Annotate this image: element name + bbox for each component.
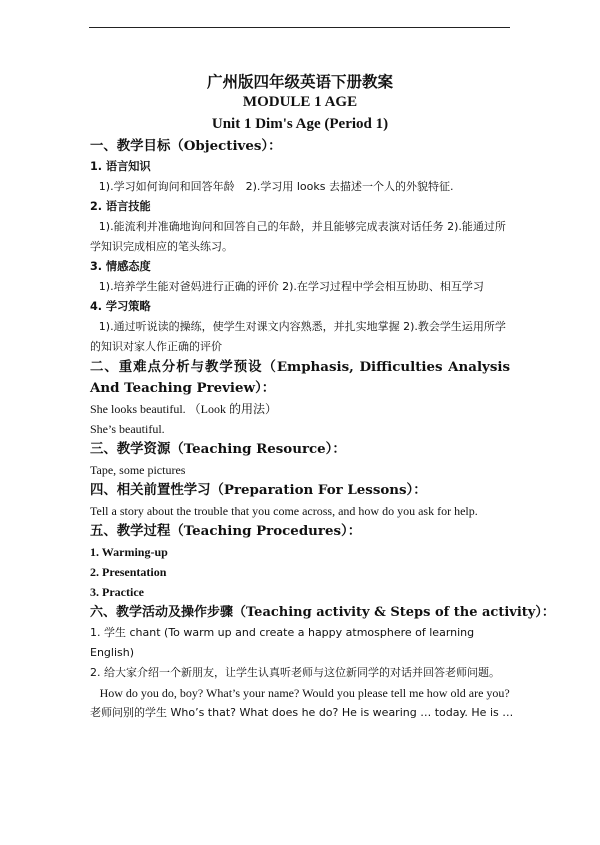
- module-title: MODULE 1 AGE: [242, 94, 358, 110]
- section-heading-procedures: 五、教学过程（Teaching Procedures）：: [90, 523, 362, 539]
- paragraph-resource: Tape, some pictures: [90, 463, 186, 477]
- document-body: [90, 72, 555, 723]
- paragraph-emphasis-1: She looks beautiful. （Look 的用法）: [90, 402, 277, 416]
- subheading-attitude: 3. 情感态度: [90, 260, 151, 273]
- subheading-strategy: 4. 学习策略: [90, 300, 151, 313]
- section-heading-emphasis: 二、重难点分析与教学预设（Emphasis, Difficulties Analysis And Teaching Preview）：: [90, 359, 510, 396]
- paragraph-language-skills: 1).能流利并准确地询问和回答自己的年龄，并且能够完成表演对话任务 2).能通过所学知识完成相应的笔头练习。: [90, 220, 506, 253]
- paragraph-preparation: Tell a story about the trouble that you come across, and how do you ask for help.: [90, 504, 478, 518]
- paragraph-strategy: 1).通过听说读的操练，使学生对课文内容熟悉，并扎实地掌握 2).教会学生运用所学的知识对家人作正确的评价: [90, 320, 506, 353]
- paragraph-activity-1: 1. 学生 chant (To warm up and create a happy atmosphere of learning English): [90, 626, 475, 659]
- paragraph-activity-2: 2. 给大家介绍一个新朋友，让学生认真听老师与这位新同学的对话并回答老师问题。: [90, 666, 500, 679]
- subheading-language-skills: 2. 语言技能: [90, 200, 151, 213]
- subheading-language-knowledge: 1. 语言知识: [90, 160, 151, 173]
- paragraph-emphasis-2: She’s beautiful.: [90, 422, 165, 436]
- paragraph-activity-4: 老师问别的学生 Who’s that? What does he do? He is wearing … today. He is …: [90, 706, 514, 719]
- list-item-practice: 3. Practice: [90, 585, 144, 599]
- list-item-warming-up: 1. Warming-up: [90, 545, 168, 559]
- list-item-presentation: 2. Presentation: [90, 565, 167, 579]
- section-heading-activity: 六、教学活动及操作步骤（Teaching activity & Steps of the activity）：: [90, 605, 555, 620]
- paragraph-attitude: 1).培养学生能对爸妈进行正确的评价 2).在学习过程中学会相互协助、相互学习: [98, 280, 484, 293]
- unit-title: Unit 1 Dim's Age (Period 1): [211, 116, 389, 132]
- section-heading-objectives: 一、教学目标（Objectives）：: [90, 138, 282, 154]
- document-title: 广州版四年级英语下册教案: [206, 72, 393, 91]
- section-heading-preparation: 四、相关前置性学习（Preparation For Lessons）：: [90, 482, 427, 498]
- header-rule: [89, 27, 510, 28]
- section-heading-resource: 三、教学资源（Teaching Resource）：: [90, 441, 346, 457]
- paragraph-language-knowledge: 1).学习如何询问和回答年龄 2).学习用 looks 去描述一个人的外貌特征.: [98, 180, 454, 193]
- paragraph-activity-3: How do you do, boy? What’s your name? Would you please tell me how old are you?: [99, 686, 510, 700]
